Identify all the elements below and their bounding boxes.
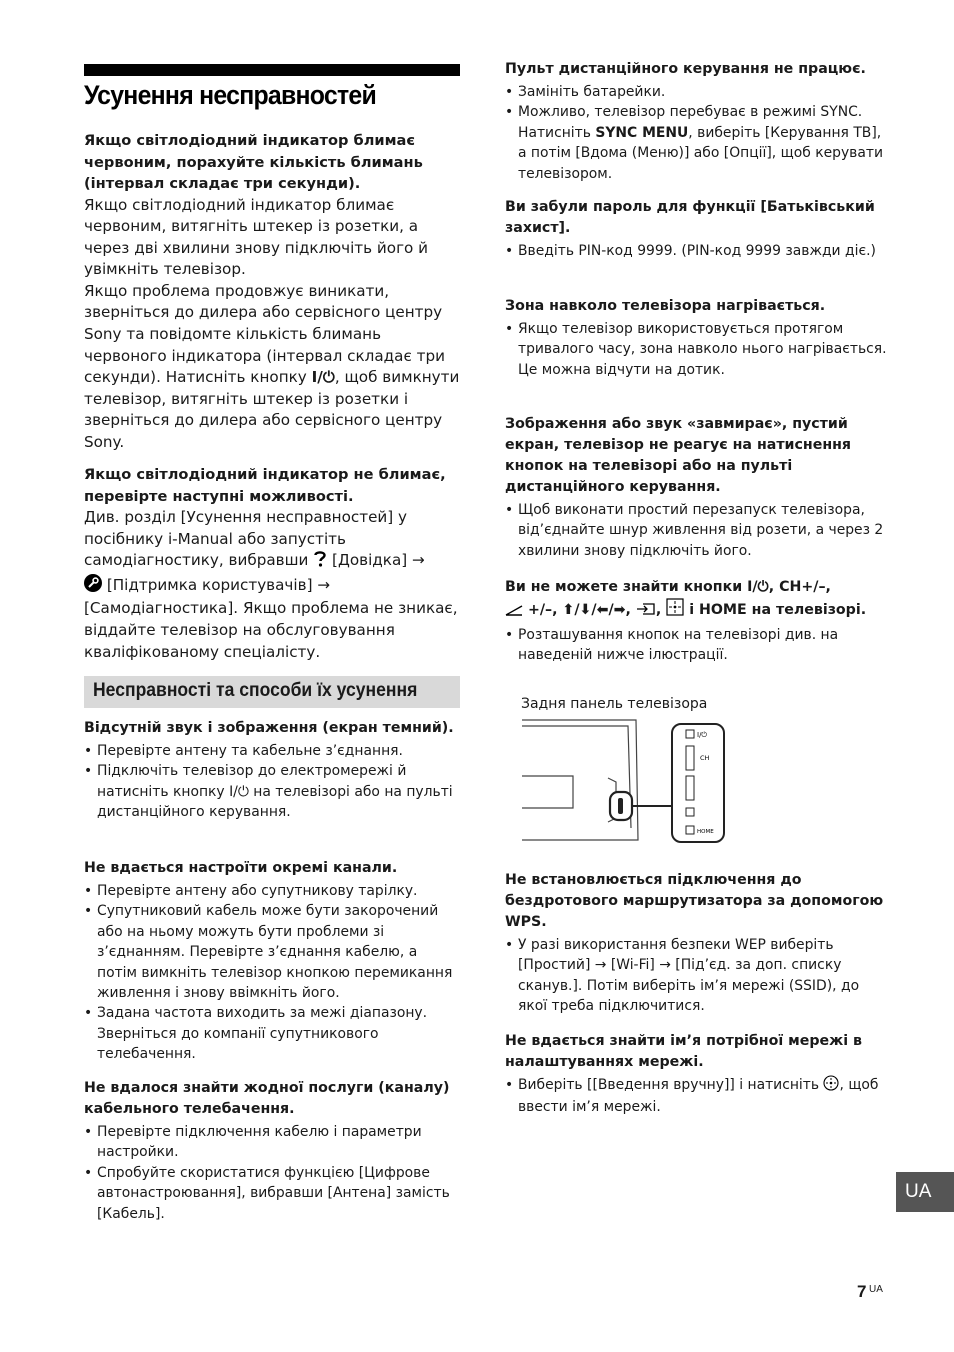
intro-paragraph-3: Див. розділ [Усунення несправностей] у посібнику i-Manual або запустіть самодіагностику, вибравши [Довідка] → [Підтримка користувачів] → [Самодіагностика]. Якщо проблема не зникає, віддайте телевізор на обслуговування кваліфікованому спеціалісту. xyxy=(84,508,458,661)
issue-heading: Не вдається знайти ім’я потрібної мережі в налаштуваннях мережі. xyxy=(505,1033,863,1070)
power-symbol: I/⏻ xyxy=(311,368,335,387)
list-item: • Спробуйте скористатися функцією [Цифрове автонастроювання], вибравши [Антена] замість [Кабель]. xyxy=(84,1163,460,1224)
issue-remote xyxy=(505,59,890,184)
list-item: • Супутниковий кабель може бути закорочений або на ньому можуть бути проблеми зі з’єднанням. Перевірте з’єднання кабелю, а потім вимкніть телевізор кнопкою перемикання живлення і знову ввімкніть його. xyxy=(84,901,460,1003)
list-item: • Якщо телевізор використовується протягом тривалого часу, зона навколо нього нагрівається. Це можна відчути на дотик. xyxy=(505,319,890,380)
list-item: • Задана частота виходить за межі діапазону. Зверніться до компанії супутникового телебачення. xyxy=(84,1003,460,1064)
section-header: Несправності та способи їх усунення xyxy=(84,676,460,708)
issue-heading: Відсутній звук і зображення (екран темний). xyxy=(84,720,454,736)
issue-freeze xyxy=(505,414,890,561)
intro-paragraph-2: Якщо проблема продовжує виникати, зверніться до дилера або сервісного центру Sony та повідомте кількість блимань червоного індикатора (інтервал складає три секунди). Натисніть кнопку I/⏻, щоб вимкнути телевізор, витягніть штекер із розетки і зверніться до дилера або сервісного центру Sony. xyxy=(84,281,460,452)
issue-heading: Пульт дистанційного керування не працює. xyxy=(505,61,866,77)
enter-icon xyxy=(666,598,684,623)
list-item: • Перевірте антену або супутникову тарілку. xyxy=(84,881,460,901)
intro-block xyxy=(84,130,460,454)
tv-rear-panel-diagram xyxy=(518,718,728,852)
issue-heading: Зона навколо телевізора нагрівається. xyxy=(505,298,826,314)
button-strip xyxy=(618,798,623,814)
issue-heading: Не встановлюється підключення до бездротового маршрутизатора за допомогою WPS. xyxy=(505,872,884,930)
list-item: • Виберіть [[Введення вручну]] і натисніть , щоб ввести ім’я мережі. xyxy=(505,1075,890,1118)
list-item: • У разі використання безпеки WEP виберіть [Простий] → [Wi-Fi] → [Під’єд. за доп. списку сканув.]. Потім виберіть ім’я мережі (SSID), до якої треба підключитися. xyxy=(505,935,890,1017)
page-number: 7 xyxy=(857,1282,867,1301)
enter-circle-icon xyxy=(823,1075,839,1097)
volume-icon xyxy=(505,602,523,623)
tv-outline xyxy=(522,720,638,840)
help-icon xyxy=(313,550,327,574)
diagram-label: Задня панель телевізора xyxy=(521,696,708,712)
button-panel xyxy=(672,724,724,842)
language-tab: UA xyxy=(896,1172,954,1212)
issue-heat xyxy=(505,296,890,380)
intro-heading-1: Якщо світлодіодний індикатор блимає червоним, порахуйте кількість блимань (інтервал складає три секунди). xyxy=(84,132,423,192)
issue-buttons xyxy=(505,577,890,666)
home-label: HOME xyxy=(697,829,714,835)
issue-heading: Ви не можете знайти кнопки I/⏻, CH+/–, +/–, ⬆/⬇/⬅/➡, , і HOME на телевізорі. xyxy=(505,577,890,623)
page-number-suffix: UA xyxy=(869,1284,883,1295)
ch-label: CH xyxy=(700,754,710,762)
issue-network-name xyxy=(505,1031,890,1118)
support-wrench-icon xyxy=(84,574,102,599)
issue-wps xyxy=(505,870,890,1017)
title-rule xyxy=(84,64,460,76)
issue-parental-password xyxy=(505,197,890,261)
power-label: I/⏻ xyxy=(697,731,707,739)
intro-heading-2: Якщо світлодіодний індикатор не блимає, перевірте наступні можливості. xyxy=(84,466,446,505)
list-item: • Щоб виконати простий перезапуск телевізора, від’єднайте шнур живлення від розети, а через 2 хвилини знову підключіть його. xyxy=(505,500,890,561)
issue-heading: Не вдається настроїти окремі канали. xyxy=(84,860,398,876)
list-item: • Введіть PIN-код 9999. (PIN-код 9999 завжди діє.) xyxy=(505,241,890,261)
arrow: → xyxy=(412,551,425,570)
issue-channels xyxy=(84,858,460,1065)
issue-heading: Ви забули пароль для функції [Батьківський захист]. xyxy=(505,199,875,236)
issue-no-sound-picture xyxy=(84,718,460,823)
list-item: • Розташування кнопок на телевізорі див. на наведеній нижче ілюстрації. xyxy=(505,625,890,666)
intro-paragraph-1: Якщо світлодіодний індикатор блимає червоним, витягніть штекер із розетки, а через дві хвилини знову підключіть його й увімкніть телевізор. xyxy=(84,195,429,279)
list-item: • Замініть батарейки. xyxy=(505,82,890,102)
page-title: Усунення несправностей xyxy=(84,80,377,110)
intro-block-2 xyxy=(84,464,460,663)
list-item: • Перевірте підключення кабелю і параметри настройки. xyxy=(84,1122,460,1163)
list-item: • Перевірте антену та кабельне з’єднання. xyxy=(84,741,460,761)
issue-heading: Зображення або звук «завмирає», пустий екран, телевізор не реагує на натиснення кнопок на телевізорі або на пульті дистанційного керування. xyxy=(505,416,852,495)
input-icon xyxy=(636,602,656,623)
issue-heading: Не вдалося знайти жодної послуги (каналу) кабельного телебачення. xyxy=(84,1080,450,1117)
list-item: • Підключіть телевізор до електромережі й натисніть кнопку I/⏻ на телевізорі або на пульті дистанційного керування. xyxy=(84,761,460,822)
issue-cable-service xyxy=(84,1078,460,1224)
list-item: • Можливо, телевізор перебуває в режимі SYNC. Натисніть SYNC MENU, виберіть [Керування ТВ], а потім [Вдома (Меню)] або [Опції], щоб керувати телевізором. xyxy=(505,102,890,184)
